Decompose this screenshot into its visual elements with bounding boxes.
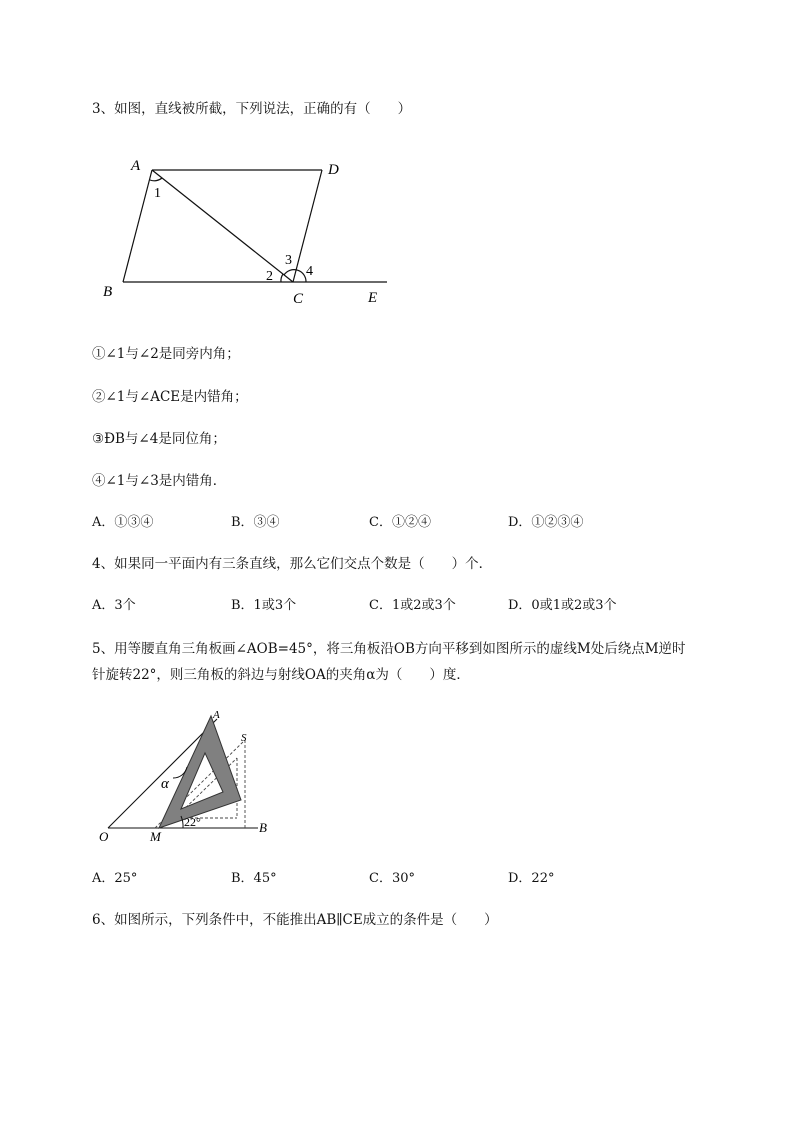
q3-option-b[interactable]: B．③④: [231, 515, 280, 530]
label-O: O: [99, 829, 109, 844]
label-angle-3: 3: [285, 253, 292, 268]
label-M: M: [150, 829, 161, 844]
label-D: D: [328, 162, 339, 178]
label-A: A: [213, 709, 220, 721]
q3-statement-3: ③ÐB与∠4是同位角；: [92, 431, 226, 447]
q4-option-d[interactable]: D．0或1或2或3个: [508, 598, 617, 613]
label-22-degrees: 22°: [184, 815, 201, 829]
label-C: C: [293, 291, 304, 307]
q3-option-c[interactable]: C．①②④: [369, 515, 431, 530]
label-alpha: α: [161, 776, 169, 792]
q5-stem-line-1: 5、用等腰直角三角板画∠AOB=45°，将三角板沿OB方向平移到如图所示的虚线M处后绕点M逆时: [92, 641, 686, 657]
angle-1-arc: [150, 178, 162, 181]
q3-stem: 3、如图，直线被所截，下列说法，正确的有（ ）: [92, 101, 412, 117]
q3-option-a[interactable]: A．①③④: [92, 515, 154, 530]
label-A: A: [131, 158, 141, 174]
angle-2-arc: [281, 274, 283, 282]
rotated-triangle-board: [159, 716, 241, 828]
q3-statement-2: ②∠1与∠ACE是内错角；: [92, 389, 248, 405]
q4-stem: 4、如果同一平面内有三条直线，那么它们交点个数是（ ）个．: [92, 556, 493, 572]
q4-option-c[interactable]: C．1或2或3个: [369, 598, 456, 613]
label-angle-1: 1: [154, 186, 161, 201]
q3-statement-4: ④∠1与∠3是内错角．: [92, 473, 227, 489]
line-ab: [123, 170, 152, 282]
label-B: B: [103, 284, 113, 300]
label-E: E: [368, 290, 378, 306]
q5-option-c[interactable]: C．30°: [369, 871, 415, 886]
label-angle-2: 2: [266, 269, 273, 284]
q3-option-d[interactable]: D．①②③④: [508, 515, 584, 530]
q5-option-d[interactable]: D．22°: [508, 871, 555, 886]
q4-option-b[interactable]: B．1或3个: [231, 598, 297, 613]
q5-figure: [95, 703, 285, 848]
q5-option-a[interactable]: A．25°: [92, 871, 138, 886]
q3-statement-1: ①∠1与∠2是同旁内角；: [92, 346, 240, 362]
label-B: B: [259, 820, 267, 835]
q6-stem: 6、如图所示，下列条件中，不能推出AB∥CE成立的条件是（ ）: [92, 912, 498, 928]
label-S: S: [241, 732, 247, 744]
q5-stem-line-2: 针旋转22°，则三角板的斜边与射线OA的夹角α为（ ）度．: [92, 667, 470, 683]
line-ac: [152, 170, 293, 282]
label-angle-4: 4: [306, 264, 313, 279]
q5-option-b[interactable]: B．45°: [231, 871, 277, 886]
q4-option-a[interactable]: A．3个: [92, 598, 136, 613]
q3-figure: [95, 150, 395, 310]
